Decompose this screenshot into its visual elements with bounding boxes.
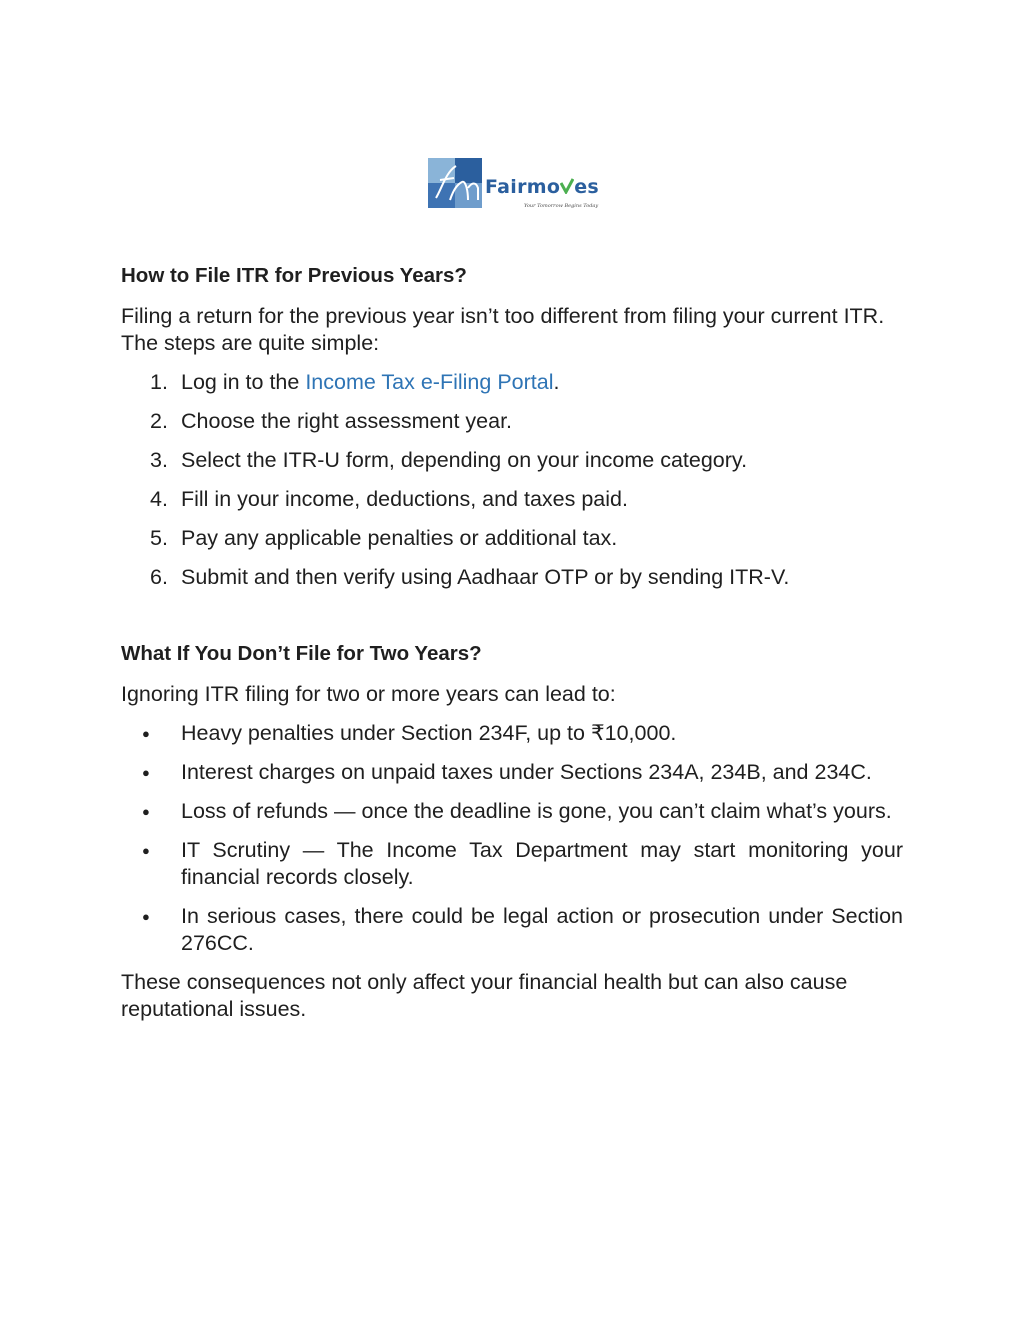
list-number: 4.: [150, 487, 168, 511]
list-number: 2.: [150, 409, 168, 433]
list-item: 4. Fill in your income, deductions, and taxes paid.: [150, 487, 628, 511]
logo-wordmark: Fairmo es: [485, 176, 600, 198]
section-intro-previous-years: Filing a return for the previous year isn’t too different from filing your current ITR. The steps are quite simple:: [121, 304, 885, 355]
list-number: 6.: [150, 565, 168, 589]
list-item: 3. Select the ITR-U form, depending on your income category.: [150, 448, 748, 472]
steps-list: [121, 369, 903, 591]
bullet-icon: ●: [142, 843, 150, 858]
list-item: 6. Submit and then verify using Aadhaar OTP or by sending ITR-V.: [150, 565, 790, 589]
list-number: 5.: [150, 526, 168, 550]
bullet-icon: ●: [142, 726, 150, 741]
bullet-icon: ●: [142, 909, 150, 924]
list-number: 1.: [150, 370, 168, 394]
document-body: [121, 262, 903, 1023]
list-item: ● In serious cases, there could be legal action or prosecution under Section 276CC.: [142, 904, 903, 955]
logo-tagline: Your Tomorrow Begins Today: [524, 203, 599, 209]
fm-logo-mark-icon: [428, 158, 482, 208]
list-item: ● IT Scrutiny — The Income Tax Department may start monitoring your financial records closely.: [142, 838, 903, 889]
list-item: ● Heavy penalties under Section 234F, up to ₹10,000.: [142, 721, 677, 745]
list-item: 5. Pay any applicable penalties or additional tax.: [150, 526, 618, 550]
bullet-icon: ●: [142, 765, 150, 780]
list-number: 3.: [150, 448, 168, 472]
fairmoves-logo: [428, 158, 600, 212]
closing-paragraph: These consequences not only affect your financial health but can also cause reputational issues.: [121, 970, 848, 1021]
list-item: ● Interest charges on unpaid taxes under Sections 234A, 234B, and 234C.: [142, 760, 872, 784]
consequences-list: [121, 720, 903, 957]
list-item: 2. Choose the right assessment year.: [150, 409, 513, 433]
section-heading-previous-years: How to File ITR for Previous Years?: [121, 264, 467, 287]
checkmark-v-icon: [560, 178, 574, 194]
list-item: 1. Log in to the Income Tax e-Filing Portal.: [150, 370, 560, 394]
section-heading-two-years: What If You Don’t File for Two Years?: [121, 642, 482, 665]
income-tax-portal-link[interactable]: Income Tax e-Filing Portal: [305, 370, 554, 394]
list-item: ● Loss of refunds — once the deadline is gone, you can’t claim what’s yours.: [142, 799, 892, 823]
section-intro-two-years: Ignoring ITR filing for two or more years can lead to:: [121, 682, 616, 706]
bullet-icon: ●: [142, 804, 150, 819]
